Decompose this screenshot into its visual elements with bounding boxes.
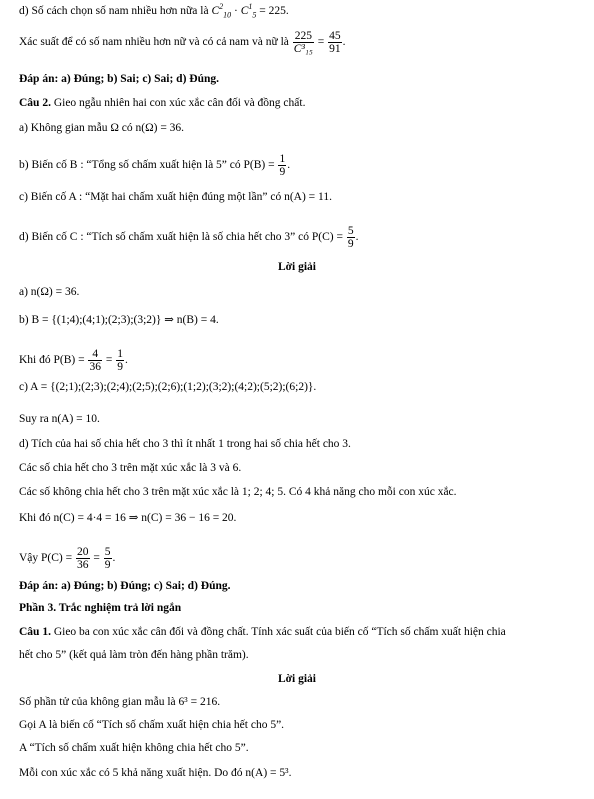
solution-heading-1: Lời giải [278, 261, 316, 273]
solution-heading-2: Lời giải [278, 673, 316, 685]
statement-d: d) Biến cố C : “Tích số chấm xuất hiện là số chia hết cho 3” có P(C) = $\frac{5}{9}$ . [19, 225, 359, 250]
answer-1: Đáp án: a) Đúng; b) Sai; c) Sai; d) Đúng. [19, 73, 220, 85]
part3-solution-4: Mỗi con xúc xắc có 5 khả năng xuất hiện. Do đó n(A) = 5³. [19, 767, 292, 779]
result: = 225. [256, 5, 289, 17]
part3-solution-3: A “Tích số chấm xuất hiện không chia hết cho 5”. [19, 742, 249, 754]
fraction-2: $\frac{45}{91}$ [329, 30, 341, 55]
text: Xác suất để có số nam nhiều hơn nữ và có cả nam và nữ là [19, 36, 289, 49]
solution-b: b) B = {(1;4);(4;1);(2;3);(3;2)} ⇒ n(B) = 4. [19, 314, 219, 326]
solution-khido: Khi đó P(B) = $\frac{4}{36}$ = $\frac{1}{9}$ . [19, 348, 128, 373]
fraction-1: $\frac{225}{\text{C³₁₅}}$ [293, 30, 313, 55]
line-probability: Xác suất để có số nam nhiều hơn nữ và có cả nam và nữ là $\frac{225}{\text{C³₁₅}}$ = $\frac{45}{91}$ . [19, 30, 346, 55]
solution-a: a) n(Ω) = 36. [19, 286, 80, 298]
solution-vay: Vậy P(C) = $\frac{20}{36}$ = $\frac{5}{9}$ . [19, 546, 116, 571]
question-2: Câu 2. Gieo ngẫu nhiên hai con xúc xắc cân đối và đồng chất. [19, 97, 306, 109]
combination-2: $C^1_5$ [240, 2, 257, 20]
part3-question-1: Câu 1. Gieo ba con xúc xắc cân đối và đồng chất. Tính xác suất của biến cố “Tích số chấm xuất hiện chia [19, 626, 506, 638]
statement-a: a) Không gian mẫu Ω có n(Ω) = 36. [19, 122, 185, 134]
combination-1: $C^2_{10}$ [211, 2, 232, 20]
line-choose-men: d) Số cách chọn số nam nhiều hơn nữa là $C^2_{10} \cdot C^1_5 = 225$. [19, 2, 289, 20]
part-3-heading: Phần 3. Trắc nghiệm trả lời ngắn [19, 602, 182, 614]
solution-d4: Khi đó n(C) = 4·4 = 16 ⇒ n(C) = 36 − 16 = 20. [19, 512, 237, 524]
solution-d2: Các số chia hết cho 3 trên mặt xúc xắc là 3 và 6. [19, 462, 242, 474]
part3-question-1-cont: hết cho 5” (kết quả làm tròn đến hàng phần trăm). [19, 649, 249, 661]
solution-d1: d) Tích của hai số chia hết cho 3 thì ít nhất 1 trong hai số chia hết cho 3. [19, 438, 351, 450]
solution-suyra: Suy ra n(A) = 10. [19, 413, 100, 425]
solution-d3: Các số không chia hết cho 3 trên mặt xúc xắc là 1; 2; 4; 5. Có 4 khả năng cho mỗi con xúc xắc. [19, 486, 457, 498]
answer-2: Đáp án: a) Đúng; b) Đúng; c) Sai; d) Đúng. [19, 580, 231, 592]
text: d) Số cách chọn số nam nhiều hơn nữa là [19, 5, 209, 17]
part3-solution-1: Số phần tử của không gian mẫu là 6³ = 216. [19, 696, 221, 708]
part3-solution-2: Gọi A là biến cố “Tích số chấm xuất hiện chia hết cho 5”. [19, 719, 285, 731]
statement-b: b) Biến cố B : “Tổng số chấm xuất hiện là 5” có P(B) = $\frac{1}{9}$ . [19, 153, 291, 178]
solution-c: c) A = {(2;1);(2;3);(2;4);(2;5);(2;6);(1;2);(3;2);(4;2);(5;2);(6;2)}. [19, 381, 317, 393]
statement-c: c) Biến cố A : “Mặt hai chấm xuất hiện đúng một lần” có n(A) = 11. [19, 191, 332, 203]
